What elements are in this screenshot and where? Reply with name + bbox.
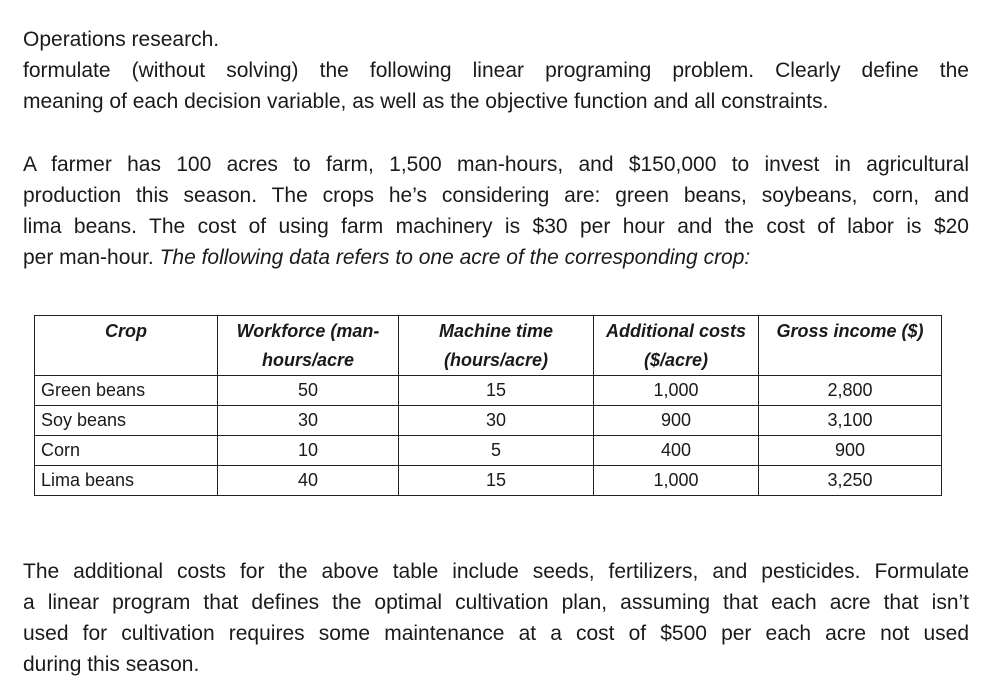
table-row [35, 376, 942, 406]
problem-line-2: production this season. The crops he’s considering are: green beans, soybeans, corn, and [23, 184, 969, 207]
header-machine-time: Machine time (hours/acre) [399, 316, 594, 376]
cell-gross-income: 3,100 [759, 406, 942, 436]
cell-crop: Corn [35, 436, 218, 466]
problem-line-4 [23, 242, 969, 273]
cell-additional-costs: 900 [594, 406, 759, 436]
cell-additional-costs: 1,000 [594, 376, 759, 406]
table-row [35, 406, 942, 436]
closing-paragraph [23, 556, 969, 680]
cell-workforce: 50 [218, 376, 399, 406]
instruction-line-1: formulate (without solving) the following linear programing problem. Clearly define the [23, 59, 969, 82]
cell-machine-time: 15 [399, 376, 594, 406]
heading: Operations research. [23, 28, 220, 51]
closing-line-4: during this season. [23, 653, 200, 676]
closing-line-3: used for cultivation requires some maintenance at a cost of $500 per each acre not used [23, 622, 969, 645]
problem-line-3: lima beans. The cost of using farm machinery is $30 per hour and the cost of labor is $20 [23, 215, 969, 238]
header-additional-costs: Additional costs ($/acre) [594, 316, 759, 376]
crop-data-table [34, 315, 942, 496]
table-row [35, 436, 942, 466]
table-header-row [35, 316, 942, 376]
problem-line-4-italic: The following data refers to one acre of the corresponding crop: [159, 246, 751, 269]
instruction-line-2: meaning of each decision variable, as well as the objective function and all constraints. [23, 90, 829, 113]
closing-line-2: a linear program that defines the optimal cultivation plan, assuming that each acre that isn’t [23, 591, 969, 614]
table-row [35, 466, 942, 496]
cell-gross-income: 900 [759, 436, 942, 466]
cell-workforce: 30 [218, 406, 399, 436]
cell-workforce: 10 [218, 436, 399, 466]
problem-line-4-plain: per man-hour. [23, 246, 160, 269]
cell-workforce: 40 [218, 466, 399, 496]
problem-line-1: A farmer has 100 acres to farm, 1,500 man-hours, and $150,000 to invest in agricultural [23, 153, 969, 176]
header-crop: Crop [35, 316, 218, 376]
intro-section [23, 24, 969, 117]
cell-machine-time: 5 [399, 436, 594, 466]
cell-crop: Lima beans [35, 466, 218, 496]
header-workforce: Workforce (man-hours/acre [218, 316, 399, 376]
cell-additional-costs: 1,000 [594, 466, 759, 496]
cell-gross-income: 3,250 [759, 466, 942, 496]
cell-machine-time: 15 [399, 466, 594, 496]
header-gross-income: Gross income ($) [759, 316, 942, 376]
cell-machine-time: 30 [399, 406, 594, 436]
problem-statement [23, 149, 969, 273]
closing-line-1: The additional costs for the above table include seeds, fertilizers, and pesticides. Formulate [23, 560, 969, 583]
cell-crop: Soy beans [35, 406, 218, 436]
cell-gross-income: 2,800 [759, 376, 942, 406]
cell-crop: Green beans [35, 376, 218, 406]
cell-additional-costs: 400 [594, 436, 759, 466]
